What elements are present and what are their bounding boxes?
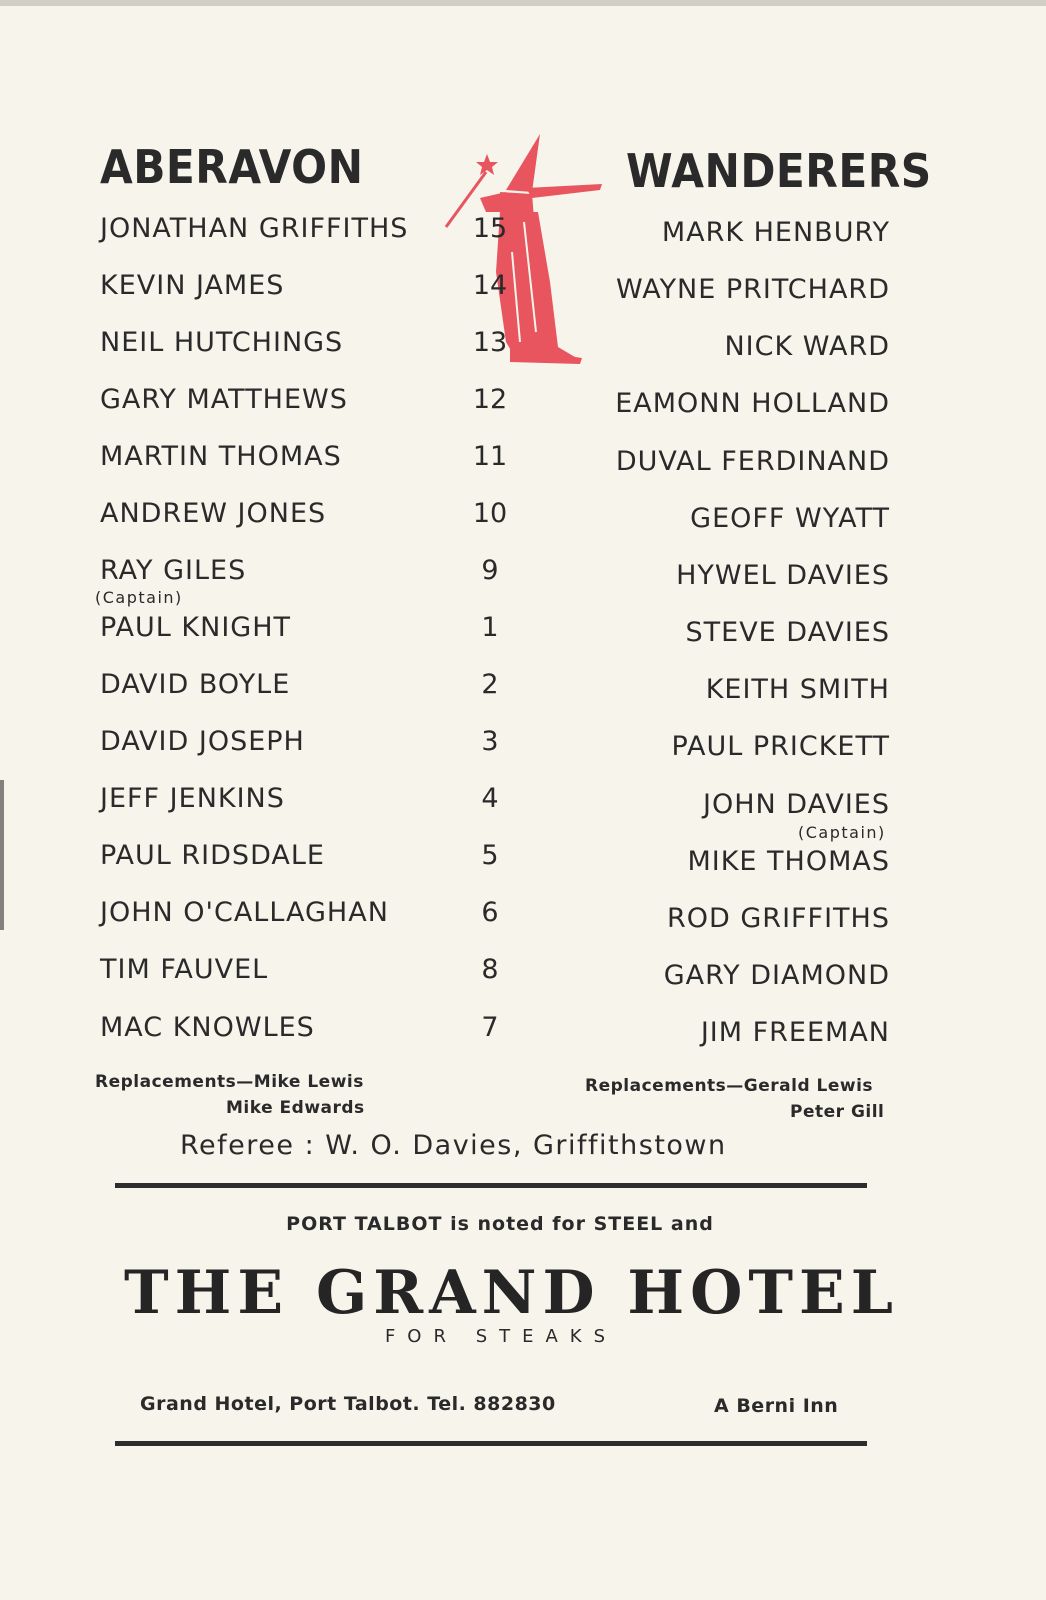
away-replacements-second: Peter Gill (790, 1102, 885, 1122)
berni-inn-label: A Berni Inn (714, 1395, 839, 1417)
position-number: 5 (481, 840, 499, 871)
home-player-name: RAY GILES (100, 555, 247, 586)
home-player-name: KEVIN JAMES (100, 270, 285, 301)
away-team-title: WANDERERS (626, 144, 932, 198)
position-number: 12 (472, 384, 508, 415)
position-number: 7 (481, 1012, 499, 1043)
position-number: 3 (481, 726, 499, 757)
team-sheet-row (0, 498, 1046, 538)
away-replacements: Replacements—Gerald Lewis (585, 1076, 874, 1096)
home-player-name: NEIL HUTCHINGS (100, 327, 344, 358)
home-player-name: ANDREW JONES (100, 498, 327, 529)
advert-tagline: PORT TALBOT is noted for STEEL and (286, 1213, 714, 1235)
team-sheet-row (0, 840, 1046, 880)
away-player-name: MARK HENBURY (661, 217, 890, 248)
position-number: 2 (481, 669, 499, 700)
team-sheet-row (0, 327, 1046, 367)
home-player-name: DAVID BOYLE (100, 669, 291, 700)
position-number: 10 (472, 498, 508, 529)
team-sheet-row (0, 897, 1046, 937)
advert-subline: FOR STEAKS (384, 1326, 618, 1347)
position-number: 1 (481, 612, 499, 643)
home-player-name: DAVID JOSEPH (100, 726, 305, 757)
away-player-name: JIM FREEMAN (700, 1017, 890, 1048)
home-player-name: MAC KNOWLES (100, 1012, 315, 1043)
page-top-edge (0, 0, 1046, 6)
position-number: 11 (472, 441, 508, 472)
home-replacements-second: Mike Edwards (226, 1098, 365, 1118)
position-number: 13 (472, 327, 508, 358)
away-player-name: JOHN DAVIES (703, 789, 890, 820)
team-sheet-row (0, 384, 1046, 424)
team-sheet-row (0, 954, 1046, 994)
away-player-name: STEVE DAVIES (685, 617, 890, 648)
away-player-name: PAUL PRICKETT (671, 731, 890, 762)
home-player-name: JEFF JENKINS (100, 783, 285, 814)
away-player-name: MIKE THOMAS (687, 846, 890, 877)
position-number: 4 (481, 783, 499, 814)
divider-top (115, 1183, 867, 1188)
team-sheet-row (0, 726, 1046, 766)
away-player-name: EAMONN HOLLAND (615, 388, 890, 419)
away-player-name: GARY DIAMOND (663, 960, 890, 991)
team-sheet-row (0, 270, 1046, 310)
team-sheet-row (0, 612, 1046, 652)
away-player-name: DUVAL FERDINAND (615, 446, 890, 477)
home-player-name: PAUL KNIGHT (100, 612, 291, 643)
team-sheet-row (0, 783, 1046, 823)
home-player-name: MARTIN THOMAS (100, 441, 342, 472)
home-team-title: ABERAVON (100, 140, 364, 194)
home-player-name: GARY MATTHEWS (100, 384, 348, 415)
team-sheet-row (0, 441, 1046, 481)
referee-line: Referee : W. O. Davies, Griffithstown (180, 1130, 727, 1161)
away-captain-note: (Captain) (798, 823, 886, 842)
home-replacements: Replacements—Mike Lewis (95, 1072, 364, 1092)
team-sheet-row (0, 213, 1046, 253)
home-player-name: JONATHAN GRIFFITHS (100, 213, 409, 244)
away-player-name: NICK WARD (724, 331, 890, 362)
away-player-name: KEITH SMITH (705, 674, 890, 705)
position-number: 8 (481, 954, 499, 985)
away-player-name: GEOFF WYATT (690, 503, 890, 534)
position-number: 9 (481, 555, 499, 586)
position-number: 14 (472, 270, 508, 301)
divider-bottom (115, 1441, 867, 1446)
position-number: 15 (472, 213, 508, 244)
home-player-name: JOHN O'CALLAGHAN (100, 897, 389, 928)
home-captain-note: (Captain) (95, 588, 183, 607)
away-player-name: ROD GRIFFITHS (667, 903, 890, 934)
home-player-name: PAUL RIDSDALE (100, 840, 325, 871)
hotel-name-heading: THE GRAND HOTEL (124, 1258, 899, 1328)
team-sheet-row (0, 1012, 1046, 1052)
away-player-name: WAYNE PRITCHARD (615, 274, 890, 305)
away-player-name: HYWEL DAVIES (676, 560, 890, 591)
home-player-name: TIM FAUVEL (100, 954, 269, 985)
team-sheet-row (0, 669, 1046, 709)
position-number: 6 (481, 897, 499, 928)
hotel-address: Grand Hotel, Port Talbot. Tel. 882830 (140, 1393, 556, 1415)
